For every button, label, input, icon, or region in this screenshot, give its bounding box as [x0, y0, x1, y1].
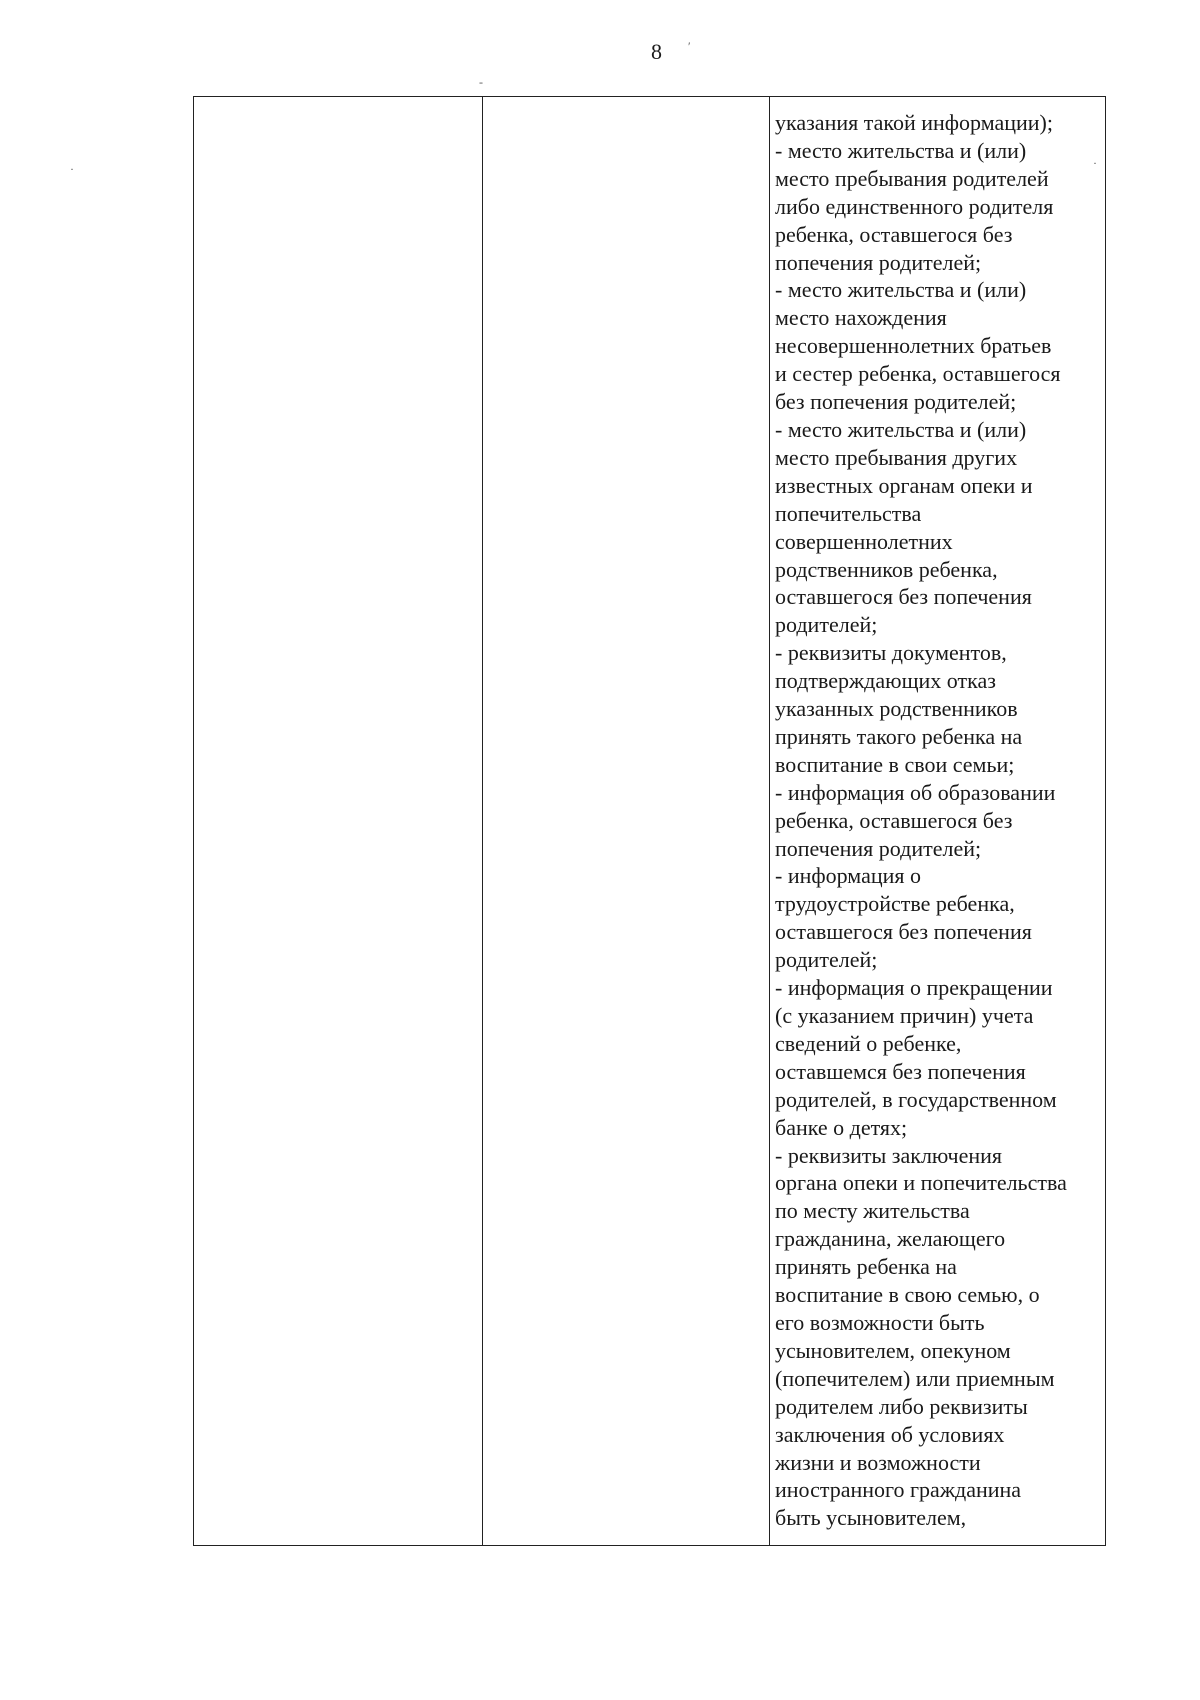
- text-line: принять такого ребенка на: [775, 723, 1023, 749]
- text-line: воспитание в свои семьи;: [775, 751, 1015, 777]
- text-line: родителей;: [775, 612, 878, 638]
- text-line: подтверждающих отказ: [775, 668, 996, 694]
- text-line: - реквизиты документов,: [775, 640, 1007, 666]
- text-line: воспитание в свою семью, о: [775, 1282, 1040, 1308]
- text-line: по месту жительства: [775, 1198, 970, 1224]
- page-number: 8: [651, 39, 662, 64]
- text-line: иностранного гражданина: [775, 1477, 1022, 1503]
- text-line: ребенка, оставшегося без: [775, 807, 1013, 833]
- text-line: указанных родственников: [775, 696, 1018, 722]
- table-cell-empty-1: [194, 97, 483, 1546]
- text-line: попечения родителей;: [775, 249, 982, 275]
- text-line: жизни и возможности: [775, 1449, 981, 1475]
- text-line: место пребывания других: [775, 444, 1018, 470]
- table-cell-empty-2: [483, 97, 770, 1546]
- text-line: оставшегося без попечения: [775, 919, 1032, 945]
- text-line: известных органам опеки и: [775, 472, 1033, 498]
- text-line: - место жительства и (или): [775, 277, 1027, 303]
- text-line: без попечения родителей;: [775, 389, 1017, 415]
- text-line: гражданина, желающего: [775, 1226, 1006, 1252]
- text-line: банке о детях;: [775, 1114, 908, 1140]
- text-line: родителем либо реквизиты: [775, 1393, 1028, 1419]
- text-line: заключения об условиях: [775, 1421, 1005, 1447]
- table-cell-content: [770, 97, 1106, 1546]
- text-line: - информация о прекращении: [775, 975, 1053, 1001]
- text-line: совершеннолетних: [775, 528, 953, 554]
- text-line: его возможности быть: [775, 1309, 985, 1335]
- text-line: оставшегося без попечения: [775, 584, 1032, 610]
- text-line: принять ребенка на: [775, 1254, 957, 1280]
- text-line: попечения родителей;: [775, 835, 982, 861]
- text-line: сведений о ребенке,: [775, 1030, 962, 1056]
- text-line: - место жительства и (или): [775, 137, 1027, 163]
- text-line: органа опеки и попечительства: [775, 1170, 1067, 1196]
- text-line: - информация о: [775, 863, 921, 889]
- text-line: родственников ребенка,: [775, 556, 998, 582]
- text-line: (попечителем) или приемным: [775, 1365, 1055, 1391]
- text-line: усыновителем, опекуном: [775, 1337, 1011, 1363]
- text-line: родителей;: [775, 947, 878, 973]
- table-row: [194, 97, 1106, 1546]
- text-line: указания такой информации);: [775, 110, 1053, 135]
- text-line: место пребывания родителей: [775, 165, 1049, 191]
- scan-mark: ′: [688, 39, 691, 53]
- text-line: трудоустройстве ребенка,: [775, 891, 1015, 917]
- scan-mark: ·: [1093, 156, 1097, 170]
- text-line: - информация об образовании: [775, 779, 1056, 805]
- text-line: ребенка, оставшегося без: [775, 221, 1013, 247]
- text-line: - реквизиты заключения: [775, 1142, 1003, 1168]
- text-line: (с указанием причин) учета: [775, 1003, 1034, 1028]
- text-line: и сестер ребенка, оставшегося: [775, 361, 1061, 387]
- scan-mark: -: [479, 75, 483, 89]
- scan-mark: ·: [70, 162, 74, 176]
- text-line: оставшемся без попечения: [775, 1058, 1026, 1084]
- cell-text-block: [770, 97, 1105, 1532]
- text-line: либо единственного родителя: [775, 193, 1054, 219]
- text-line: попечительства: [775, 500, 922, 526]
- text-line: родителей, в государственном: [775, 1086, 1057, 1112]
- text-line: - место жительства и (или): [775, 416, 1027, 442]
- document-table: [193, 96, 1106, 1546]
- text-line: несовершеннолетних братьев: [775, 333, 1052, 359]
- text-line: быть усыновителем,: [775, 1505, 967, 1531]
- text-line: место нахождения: [775, 305, 947, 331]
